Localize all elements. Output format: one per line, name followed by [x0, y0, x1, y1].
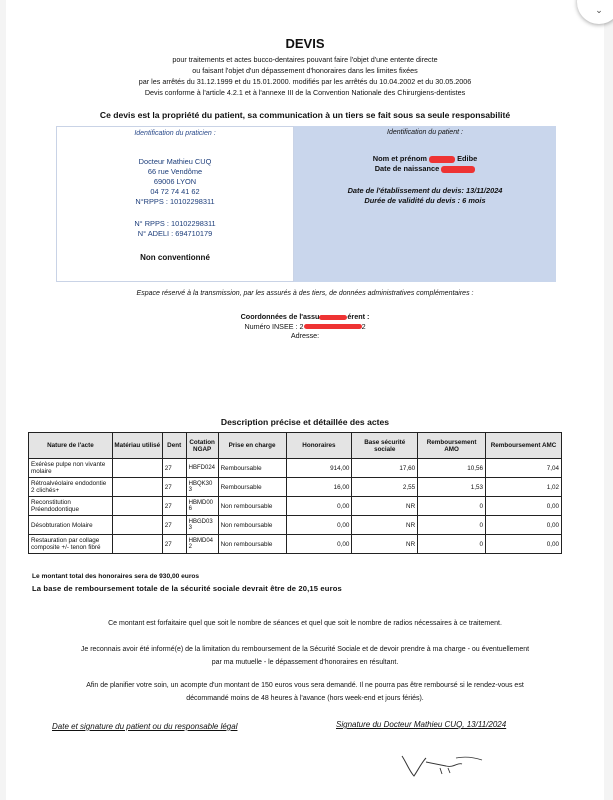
column-header: Honoraires: [286, 433, 352, 459]
table-cell: Reconstitution Préendodontique: [29, 497, 113, 516]
handwritten-signature: [396, 748, 486, 782]
insured-coordinates: [6, 312, 604, 341]
patient-heading: Identification du patient :: [387, 129, 463, 136]
table-cell: 0,00: [486, 497, 562, 516]
table-cell: HBQK303: [186, 478, 218, 497]
table-cell: Non remboursable: [218, 497, 286, 516]
column-header: Matériau utilisé: [112, 433, 162, 459]
table-cell: 0: [418, 535, 486, 554]
redaction-mark: [429, 156, 455, 163]
acts-table-title: Description précise et détaillée des actes: [220, 417, 390, 427]
table-cell: Non remboursable: [218, 535, 286, 554]
table-cell: 0,00: [286, 516, 352, 535]
patient-signature-label: Date et signature du patient ou du responsable légal: [52, 722, 238, 731]
table-cell: [112, 535, 162, 554]
table-cell: 27: [162, 516, 186, 535]
practitioner-city: 69006 LYON: [153, 177, 197, 186]
practitioner-street: 66 rue Vendôme: [147, 167, 203, 176]
table-cell: [112, 516, 162, 535]
table-cell: 1,02: [486, 478, 562, 497]
acknowledgement-line: Je reconnais avoir été informé(e) de la limitation du remboursement de la Sécurité Sociale et de devoir prendre à ma charge - ou éventuellement: [80, 646, 530, 653]
coord-insee: [6, 322, 604, 332]
table-cell: Remboursable: [218, 459, 286, 478]
deposit-line: Afin de planifier votre soin, un acompte d'un montant de 150 euros vous sera demandé. Il ne pourra pas être remboursé si le rendez-vous est: [86, 682, 524, 689]
coord-title: [6, 312, 604, 322]
practitioner-phone: 04 72 74 41 62: [150, 187, 200, 196]
column-header: Remboursement AMO: [418, 433, 486, 459]
table-cell: 2,55: [352, 478, 418, 497]
column-header: Base sécurité sociale: [352, 433, 418, 459]
quote-date: Date de l'établissement du devis: 13/11/2024: [347, 186, 503, 195]
quote-validity: Durée de validité du devis : 6 mois: [364, 196, 486, 205]
intro-text: [6, 54, 604, 98]
coord-address: Adresse:: [290, 331, 320, 340]
document-title: DEVIS: [285, 36, 325, 51]
ownership-warning: Ce devis est la propriété du patient, sa communication à un tiers se fait sous sa seule responsabilité: [99, 110, 511, 120]
practitioner-status: Non conventionné: [140, 253, 210, 262]
document-page: [6, 0, 604, 800]
acknowledgement-text: [6, 643, 604, 669]
table-cell: HBMD006: [186, 497, 218, 516]
column-header: Dent: [162, 433, 186, 459]
coord-title-start: Coordonnées de l'assu: [240, 312, 320, 321]
intro-line: ou faisant l'objet d'un dépassement d'honoraires dans les limites fixées: [192, 66, 418, 75]
table-cell: 0,00: [286, 497, 352, 516]
table-row: [29, 535, 562, 554]
deposit-line: décommandé moins de 48 heures à l'avance (hors week-end et jours fériés).: [186, 695, 424, 702]
intro-line: Devis conforme à l'article 4.2.1 et à l'annexe III de la Convention Nationale des Chirurgiens-dentistes: [144, 88, 466, 97]
patient-birth-label: Date de naissance: [374, 164, 440, 173]
practitioner-rpps-short: N°RPPS : 10102298311: [135, 197, 215, 206]
table-cell: [112, 497, 162, 516]
table-cell: Exérèse pulpe non vivante molaire: [29, 459, 113, 478]
column-header: Remboursement AMC: [486, 433, 562, 459]
patient-birth-row: [294, 164, 556, 174]
practitioner-name: Docteur Mathieu CUQ: [138, 157, 212, 166]
table-header-row: [29, 433, 562, 459]
total-fees: Le montant total des honoraires sera de 930,00 euros: [32, 573, 200, 580]
table-cell: 0: [418, 516, 486, 535]
table-cell: 0,00: [486, 535, 562, 554]
table-cell: HBFD024: [186, 459, 218, 478]
table-cell: 0,00: [486, 516, 562, 535]
patient-name-row: [294, 154, 556, 164]
table-cell: 16,00: [286, 478, 352, 497]
doctor-signature-label: Signature du Docteur Mathieu CUQ, 13/11/2024: [336, 720, 507, 729]
table-cell: NR: [352, 535, 418, 554]
table-cell: HBMD042: [186, 535, 218, 554]
redaction-mark: [319, 315, 347, 320]
chevron-icon: ⌄: [595, 5, 603, 15]
table-cell: 0,00: [286, 535, 352, 554]
table-cell: HBGD033: [186, 516, 218, 535]
table-cell: Désobturation Molaire: [29, 516, 113, 535]
coord-title-end: érent :: [347, 312, 370, 321]
table-cell: Remboursable: [218, 478, 286, 497]
table-row: [29, 516, 562, 535]
redaction-mark: [441, 166, 475, 173]
table-row: [29, 497, 562, 516]
practitioner-rpps: N° RPPS : 10102298311: [134, 219, 216, 228]
coord-insee-end: 2: [361, 321, 366, 331]
intro-line: par les arrêtés du 31.12.1999 et du 15.01.2000. modifiés par les arrêtés du 10.04.2002 et du 30.05.2006: [138, 77, 472, 86]
table-cell: Rétroalvéolaire endodontie 2 clichés+: [29, 478, 113, 497]
table-cell: 17,60: [352, 459, 418, 478]
table-cell: 914,00: [286, 459, 352, 478]
table-row: [29, 459, 562, 478]
table-cell: NR: [352, 497, 418, 516]
table-row: [29, 478, 562, 497]
table-cell: [112, 478, 162, 497]
table-cell: 1,53: [418, 478, 486, 497]
deposit-text: [6, 679, 604, 705]
practitioner-adeli: N° ADELI : 694710179: [137, 229, 213, 238]
table-cell: 27: [162, 535, 186, 554]
table-cell: 7,04: [486, 459, 562, 478]
practitioner-box: [56, 126, 294, 282]
table-cell: Non remboursable: [218, 516, 286, 535]
transmission-note: Espace réservé à la transmission, par les assurés à des tiers, de données administratives complémentaires :: [136, 290, 474, 297]
intro-line: pour traitements et actes bucco-dentaires pouvant faire l'objet d'une entente directe: [172, 55, 438, 64]
patient-name-label: Nom et prénom: [372, 154, 427, 163]
acknowledgement-line: par ma mutuelle - le dépassement d'honoraires en résultant.: [211, 659, 399, 666]
table-cell: 27: [162, 497, 186, 516]
patient-name-value: Edibe: [457, 154, 478, 163]
coord-insee-label: Numéro INSEE : 2: [244, 321, 304, 331]
column-header: Cotation NGAP: [186, 433, 218, 459]
column-header: Nature de l'acte: [29, 433, 113, 459]
table-cell: 10,56: [418, 459, 486, 478]
column-header: Prise en charge: [218, 433, 286, 459]
table-cell: 27: [162, 459, 186, 478]
table-cell: 27: [162, 478, 186, 497]
table-cell: Restauration par collage composite +/- tenon fibré: [29, 535, 113, 554]
total-reimbursement-base: La base de remboursement totale de la sécurité sociale devrait être de 20,15 euros: [32, 584, 342, 593]
flat-rate-note: Ce montant est forfaitaire quel que soit le nombre de séances et quel que soit le nombre de radios nécessaires à ce traitement.: [108, 620, 502, 627]
patient-box: [294, 126, 556, 282]
table-cell: [112, 459, 162, 478]
table-cell: 0: [418, 497, 486, 516]
acts-table: [28, 432, 562, 554]
table-cell: NR: [352, 516, 418, 535]
redaction-mark: [304, 324, 362, 329]
practitioner-heading: Identification du praticien :: [134, 130, 216, 137]
